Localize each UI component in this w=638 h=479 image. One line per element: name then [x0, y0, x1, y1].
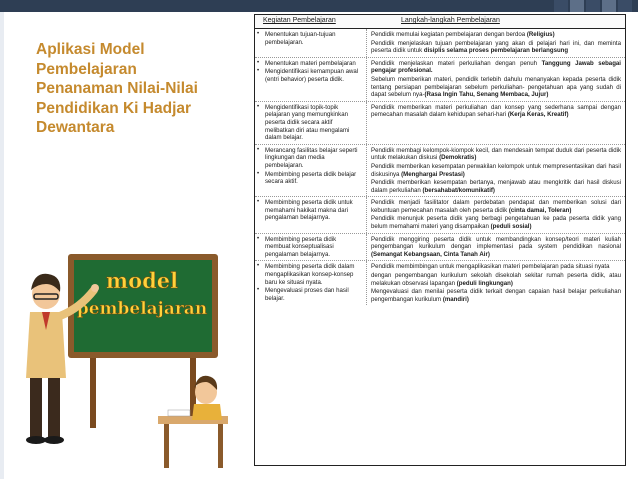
kegiatan-item [257, 104, 362, 142]
kegiatan-item [257, 60, 362, 68]
kegiatan-text: Membimbing peserta didik membuat konseptualisasi pengalaman belajarnya. [265, 235, 337, 258]
bullet-icon: • [257, 59, 260, 66]
kegiatan-item [257, 68, 362, 83]
character-value-label: (mandiri) [442, 295, 469, 303]
table-row [255, 58, 625, 102]
bullet-icon: • [257, 31, 260, 37]
langkah-item [371, 288, 621, 303]
character-value-label: (Rasa Ingin Tahu, Senang Membaca, Jujur) [424, 91, 549, 99]
bullet-icon: • [257, 263, 260, 270]
langkah-item [371, 199, 621, 214]
header-langkah: Langkah-langkah Pembelajaran [401, 17, 500, 24]
kegiatan-text: Membimbing peserta didik untuk memahami hakikat makna dari pengalaman belajarnya. [265, 199, 353, 222]
bullet-icon: • [257, 287, 260, 294]
character-value-label: (bersahabat/komunikatif) [422, 186, 495, 194]
learning-steps-table [254, 14, 626, 466]
character-value-label: (peduli lingkungan) [456, 279, 513, 287]
langkah-text: Pendidik membimbingan untuk mengaplikasikan materi pembelajaran pada situasi nyata [371, 263, 610, 271]
langkah-item [371, 147, 621, 162]
character-value-label: (Menghargai Prestasi) [401, 170, 465, 178]
kegiatan-text: Mengevaluasi proses dan hasil belajar. [265, 287, 349, 302]
langkah-text: Mengevaluasi dan menilai peserta didik terkait dengan capaian hasil belajar perkuliahan pengembangan kurikulum [371, 288, 621, 303]
slide-title-line: Pendidikan Ki Hadjar [36, 99, 192, 117]
table-row [255, 29, 625, 58]
slide-title-line: Pembelajaran [36, 60, 137, 78]
langkah-text: Pendidik menjadi fasilitator dalam perdebatan pendapat dan memberikan solusi dari kebuntuan pemecahan masalah oleh peserta didik [371, 199, 621, 214]
bullet-icon: • [257, 146, 260, 153]
langkah-item [371, 76, 621, 99]
kegiatan-cell [255, 234, 367, 261]
kegiatan-cell [255, 29, 367, 57]
character-value-label: (Semangat Kebangsaan, Cinta Tanah Air) [371, 250, 490, 258]
langkah-item [371, 215, 621, 230]
langkah-item [371, 236, 621, 259]
top-bar-segment [586, 0, 600, 12]
langkah-cell [367, 234, 625, 261]
top-bar-segment [602, 0, 616, 12]
langkah-text: Pendidik menjelaskan tujuan pembelajaran yang akan di pelajari hari ini, dan meminta peserta didik untuk [371, 39, 621, 55]
kegiatan-text: Mengidentifikasi kemampuan awal (entri behavior) peserta didik. [265, 68, 359, 83]
kegiatan-text: Membimbing peserta didik dalam mengaplikasikan konsep-konsep baru ke situasi nyata. [265, 263, 355, 286]
kegiatan-item [257, 31, 362, 46]
board-text-model: model [105, 268, 179, 293]
teacher-figure [26, 274, 99, 444]
character-value-label: (peduli sosial) [490, 223, 532, 231]
kegiatan-cell [255, 102, 367, 144]
kegiatan-text: Menentukan materi pembelajaran [265, 59, 356, 67]
character-value-label: (Religius) [526, 31, 555, 38]
langkah-text: Pendidik menjelaskan materi perkuliahan dengan penuh [371, 59, 542, 67]
langkah-item [371, 31, 621, 39]
character-value-label: (Kerja Keras, Kreatif) [507, 111, 569, 119]
slide-title [36, 40, 226, 138]
kegiatan-text: Membimbing peserta didik belajar secara aktif. [265, 170, 357, 186]
table-row [255, 197, 625, 233]
kegiatan-cell [255, 197, 367, 232]
character-value-label: (Demokratis) [439, 154, 477, 162]
langkah-text: Pendidik memberikan materi perkuliahan dan konsep yang sederhana sampai dengan pemecahan masalah dalam kehidupan sehari-hari [371, 103, 621, 119]
kegiatan-cell [255, 145, 367, 197]
kegiatan-item [257, 147, 362, 170]
langkah-text: Pendidik membagi kelompok-kiompok kecil, dan mendesain tempat duduk dari peserta didik untuk melakukan diskusi [371, 146, 621, 162]
langkah-cell [367, 58, 625, 101]
langkah-item [371, 60, 621, 75]
kegiatan-cell [255, 261, 367, 305]
table-header [255, 15, 625, 29]
kegiatan-text: Mengidentifikasi topik-topik pelajaran yang memungkinkan peserta didik secara aktif melibatkan diri atau mengalami dalam belajar. [265, 103, 350, 142]
langkah-item [371, 40, 621, 55]
kegiatan-item [257, 171, 362, 186]
table-row [255, 145, 625, 198]
top-bar-segments [554, 0, 632, 12]
bullet-icon: • [257, 68, 260, 75]
board-text-pembelajaran: pembelajaran [76, 299, 208, 319]
top-bar-segment [570, 0, 584, 12]
header-kegiatan: Kegiatan Pembelajaran [263, 17, 336, 24]
bullet-icon: • [257, 170, 260, 177]
table-body [255, 29, 625, 305]
langkah-text: Pendidik memulai kegiatan pembelajaran dengan berdoa [371, 31, 527, 38]
kegiatan-item [257, 263, 362, 286]
langkah-item [371, 272, 621, 287]
langkah-item [371, 263, 621, 271]
kegiatan-item [257, 287, 362, 302]
top-bar-segment [554, 0, 568, 12]
langkah-text: dengan pengembangan kurikulum sekolah disekolah sekitar rumah peserta didik, atau melakukan observasi lapangan [371, 272, 621, 287]
classroom-illustration [20, 250, 240, 478]
table-row [255, 261, 625, 305]
langkah-cell [367, 145, 625, 197]
slide-title-line: Aplikasi Model [36, 41, 145, 58]
bullet-icon: • [257, 235, 260, 242]
top-bar-segment [618, 0, 632, 12]
langkah-cell [367, 197, 625, 232]
kegiatan-item [257, 199, 362, 222]
langkah-cell [367, 29, 625, 57]
langkah-text: Pendidik menunjuk peserta didik yang berbagi pengetahuan ke pada peserta didik yang belum memahami materi yang disampaikan [371, 215, 621, 231]
langkah-cell [367, 102, 625, 144]
board-leg [90, 358, 96, 428]
bullet-icon: • [257, 103, 260, 110]
kegiatan-cell [255, 58, 367, 101]
langkah-text: Pendidik memberikan kesempatan bertanya, menjawab atau mengkritik dari hasil diskusi dalam perkuliahan [371, 179, 621, 194]
langkah-text: Pendidik menggiring peserta didik untuk membandingkan konsep/teori materi kuliah pengembangan kurikulum dengan implementasi pada system pendidikan nasional [371, 235, 621, 251]
left-side-stripe [0, 12, 4, 479]
character-value-label: (cinta damai, Toleran) [508, 206, 572, 214]
table-row [255, 102, 625, 145]
slide-title-line: Penanaman Nilai-Nilai [36, 80, 198, 97]
character-value-label: disiplis selama proses pembelajaran berlangsung [423, 47, 569, 55]
langkah-cell [367, 261, 625, 305]
top-decorative-bar [0, 0, 638, 12]
kegiatan-item [257, 236, 362, 259]
kegiatan-text: Menentukan tujuan-tujuan pembelajaran. [265, 31, 336, 46]
langkah-item [371, 163, 621, 178]
character-value-label: Tanggung Jawab sebagai pengajar profesional. [371, 59, 622, 75]
table-row [255, 234, 625, 262]
slide-title-line: Dewantara [36, 119, 115, 136]
langkah-text: Sebelum memberikan materi, pendidik terlebih dahulu menanyakan kepada peserta didik tentang persiapan pembelajaran sebelum perkuliahan- pengetahuan apa yang sudah di dapat sebelum nya- [371, 75, 621, 99]
kegiatan-text: Merancang fasilitas belajar seperti lingkungan dan media pembelajaran. [265, 146, 358, 169]
bullet-icon: • [257, 199, 260, 206]
langkah-item [371, 104, 621, 119]
langkah-text: Pendidik memberikan kesempatan perwakilan kelompok untuk mempresentasikan dari hasil diskusinya [371, 162, 621, 178]
langkah-item [371, 179, 621, 194]
